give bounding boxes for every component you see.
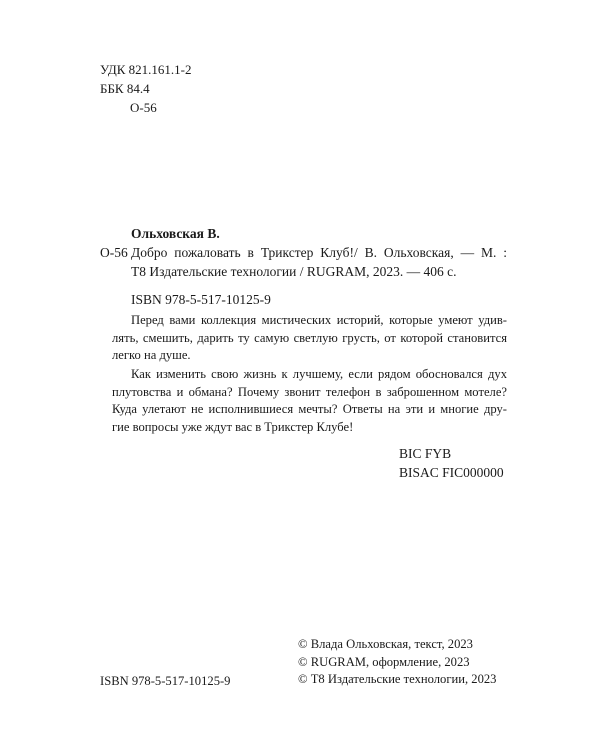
annotation-line: Куда улетают не исполнившиеся мечты? Ответы на эти и многие дру- <box>112 402 507 416</box>
record-author-code: О-56 <box>100 245 128 260</box>
annotation-line: легко на душе. <box>112 348 191 362</box>
annotation-line: плутовства и обмана? Почему звонит телефон в заброшенном мотеле? <box>112 384 507 399</box>
annotation-paragraph-1 <box>112 312 507 365</box>
copyright-author: © Влада Ольховская, текст, 2023 <box>298 637 473 651</box>
bic-code: BIC FYB <box>399 446 452 461</box>
author-name: Ольховская В. <box>131 226 220 241</box>
annotation-line: Как изменить свою жизнь к лучшему, если рядом обосновался дух <box>131 367 507 381</box>
record-title-line: Добро пожаловать в Трикстер Клуб!/ В. Ольховская, — М. : <box>131 245 507 260</box>
footer-isbn: ISBN 978-5-517-10125-9 <box>100 674 231 688</box>
annotation-line: гие вопросы уже ждут вас в Трикстер Клубе! <box>112 419 354 434</box>
copyright-publisher: © Т8 Издательские технологии, 2023 <box>298 672 497 686</box>
annotation-paragraph-2 <box>112 366 507 436</box>
author-sign-code: О-56 <box>130 100 157 115</box>
udk-code: УДК 821.161.1-2 <box>100 62 192 77</box>
bisac-code: BISAC FIC000000 <box>399 465 504 480</box>
copyright-design: © RUGRAM, оформление, 2023 <box>298 654 470 669</box>
annotation-line: лять, смешить, дарить ту самую светлую грусть, от которой становится <box>112 330 507 345</box>
bbk-code: ББК 84.4 <box>100 81 150 96</box>
copyright-list <box>298 636 496 689</box>
record-publisher-line: Т8 Издательские технологии / RUGRAM, 2023. — 406 с. <box>131 264 457 279</box>
record-isbn: ISBN 978-5-517-10125-9 <box>131 292 271 307</box>
annotation-line: Перед вами коллекция мистических историй, которые умеют удив- <box>131 313 507 327</box>
